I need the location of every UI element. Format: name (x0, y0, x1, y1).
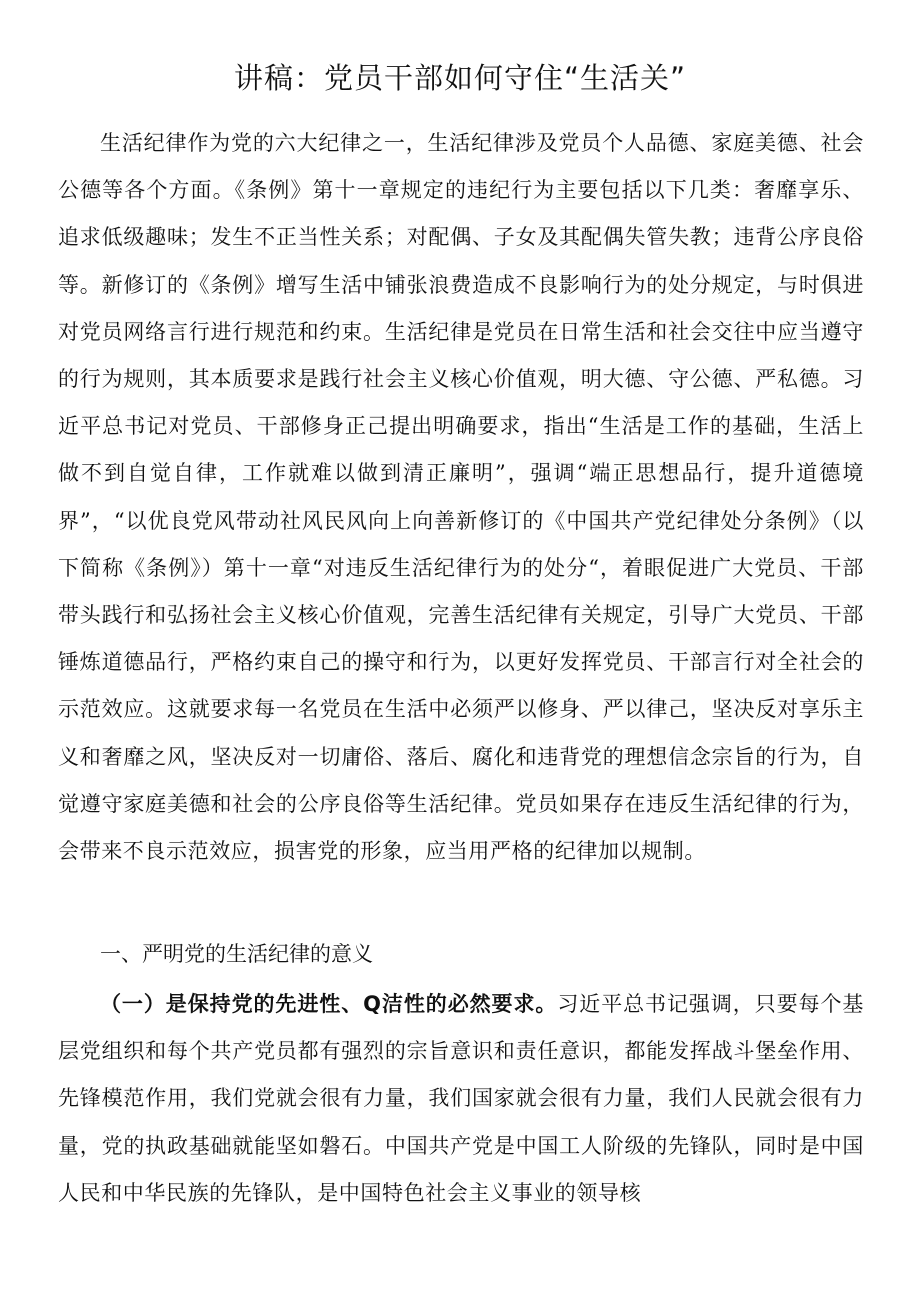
section-heading: 一、严明党的生活纪律的意义 (100, 942, 373, 966)
subsection-lead: （一）是保持党的先进性、Q洁性的必然要求。 (100, 992, 558, 1016)
subsection-paragraph (58, 981, 864, 1217)
subsection-body: 习近平总书记强调，只要每个基层党组织和每个共产党员都有强烈的宗旨意识和责任意识，都能发挥战斗堡垒作用、先锋模范作用，我们党就会很有力量，我们国家就会很有力量，我们人民就会很有力量，党的执政基础就能坚如磐石。中国共产党是中国工人阶级的先锋队，同时是中国人民和中华民族的先锋队，是中国特色社会主义事业的领导核 (58, 992, 865, 1205)
document-title: 讲稿：党员干部如何守住“生活关” (233, 61, 687, 95)
intro-paragraph: 生活纪律作为党的六大纪律之一，生活纪律涉及党员个人品德、家庭美德、社会公德等各个方面。《条例》第十一章规定的违纪行为主要包括以下几类：奢靡享乐、追求低级趣味；发生不正当性关系；对配偶、子女及其配偶失管失教；违背公序良俗等。新修订的《条例》增写生活中铺张浪费造成不良影响行为的处分规定，与时俱进对党员网络言行进行规范和约束。生活纪律是党员在日常生活和社会交往中应当遵守的行为规则，其本质要求是践行社会主义核心价值观，明大德、守公德、严私德。习近平总书记对党员、干部修身正己提出明确要求，指出“生活是工作的基础，生活上做不到自觉自律，工作就难以做到清正廉明”，强调“端正思想品行，提升道德境界”，“以优良党风带动社风民风向上向善新修订的《中国共产党纪律处分条例》（以下简称《条例》）第十一章“对违反生活纪律行为的处分“，着眼促进广大党员、干部带头践行和弘扬社会主义核心价值观，完善生活纪律有关规定，引导广大党员、干部锤炼道德品行，严格约束自己的操守和行为，以更好发挥党员、干部言行对全社会的示范效应。这就要求每一名党员在生活中必须严以修身、严以律己，坚决反对享乐主义和奢靡之风，坚决反对一切庸俗、落后、腐化和违背党的理想信念宗旨的行为，自觉遵守家庭美德和社会的公序良俗等生活纪律。党员如果存在违反生活纪律的行为，会带来不良示范效应，损害党的形象，应当用严格的纪律加以规制。 (58, 131, 864, 864)
